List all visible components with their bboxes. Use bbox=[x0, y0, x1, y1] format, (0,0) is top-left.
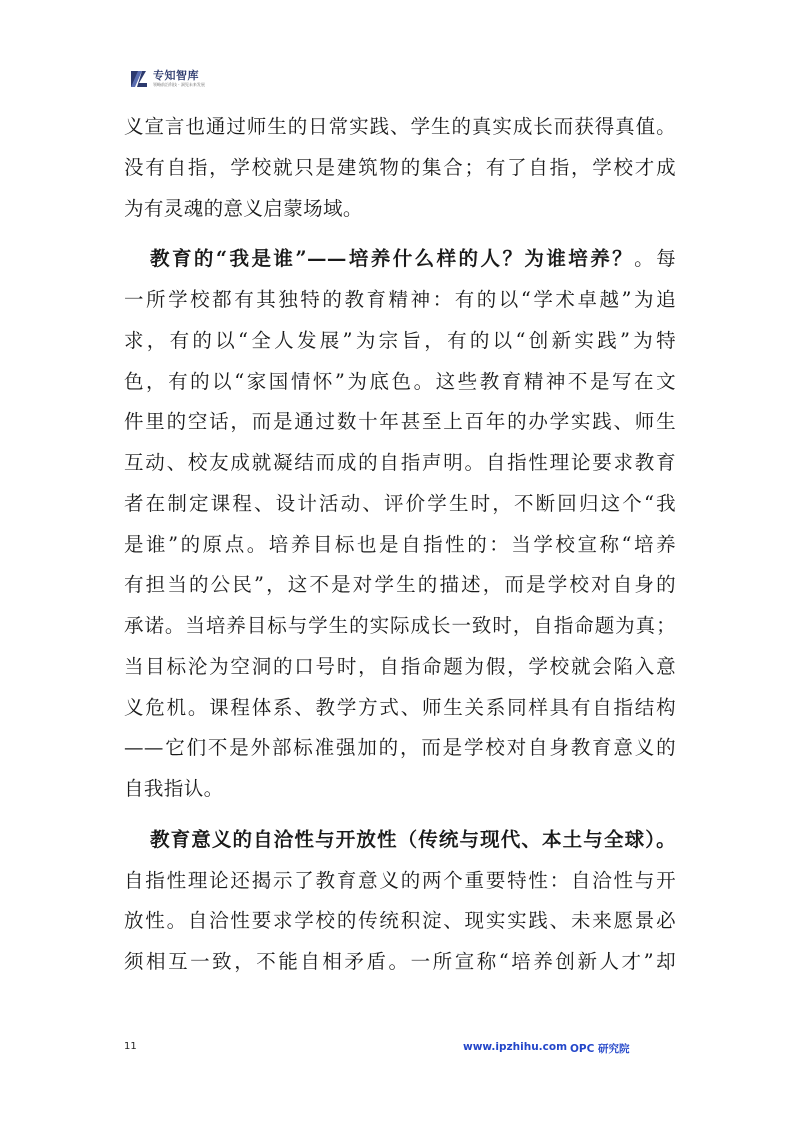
text-line: 者在制定课程、设计活动、评价学生时，不断回归这个“我 bbox=[124, 491, 676, 515]
text-line: 互动、校友成就凝结而成的自指声明。自指性理论要求教育 bbox=[124, 451, 676, 474]
logo-name: 专知智库 bbox=[153, 69, 199, 82]
page-number: 11 bbox=[124, 1041, 137, 1052]
website-link[interactable]: www.ipzhihu.com bbox=[463, 1041, 568, 1053]
section-heading: 教育的“我是谁”——培养什么样的人？为谁培养？ bbox=[150, 247, 635, 271]
document-body bbox=[124, 112, 676, 988]
paragraph bbox=[124, 112, 676, 224]
text-line: 件里的空话，而是通过数十年甚至上百年的办学实践、师生 bbox=[124, 410, 676, 434]
paragraph bbox=[124, 825, 676, 977]
text-line: 义危机。课程体系、教学方式、师生关系同样具有自指结构 bbox=[124, 695, 676, 719]
text-line: 色，有的以“家国情怀”为底色。这些教育精神不是写在文 bbox=[124, 369, 676, 393]
text-line: 有担当的公民”，这不是对学生的描述，而是学校对自身的 bbox=[124, 573, 676, 597]
organization-name: OPC 研究院 bbox=[570, 1043, 630, 1055]
text-line: 一所学校都有其独特的教育精神：有的以“学术卓越”为追 bbox=[124, 288, 676, 311]
text-line: 放性。自洽性要求学校的传统积淀、现实实践、未来愿景必 bbox=[124, 909, 676, 933]
text-line: 求，有的以“全人发展”为宗旨，有的以“创新实践”为特 bbox=[124, 328, 676, 352]
text-line: 没有自指，学校就只是建筑物的集合；有了自指，学校才成 bbox=[124, 155, 676, 179]
text-line: 当目标沦为空洞的口号时，自指命题为假，学校就会陷入意 bbox=[124, 654, 676, 678]
section-heading: 教育意义的自洽性与开放性（传统与现代、本土与全球）。 bbox=[150, 827, 676, 851]
logo-tagline: 领略前沿科技 · 洞见未来发展 bbox=[153, 82, 205, 87]
text-line: 自我指认。 bbox=[124, 777, 224, 800]
text-line: 是谁”的原点。培养目标也是自指性的：当学校宣称“培养 bbox=[124, 532, 676, 556]
paragraph bbox=[124, 244, 676, 804]
text-line: ——它们不是外部标准强加的，而是学校对自身教育意义的 bbox=[124, 736, 676, 760]
header-logo bbox=[130, 70, 205, 88]
text-line: 须相互一致，不能自相矛盾。一所宣称“培养创新人才”却 bbox=[124, 950, 676, 973]
page-footer bbox=[124, 1041, 676, 1057]
text-line: 义宣言也通过师生的日常实践、学生的真实成长而获得真值。 bbox=[124, 115, 676, 138]
text-line: 自指性理论还揭示了教育意义的两个重要特性：自洽性与开 bbox=[124, 868, 676, 892]
zl-logo-icon bbox=[130, 70, 150, 88]
text-line: 为有灵魂的意义启蒙场域。 bbox=[124, 196, 363, 220]
text-fragment: 。每 bbox=[634, 247, 676, 271]
heading-line bbox=[124, 244, 676, 274]
text-line: 承诺。当培养目标与学生的实际成长一致时，自指命题为真； bbox=[124, 614, 676, 637]
